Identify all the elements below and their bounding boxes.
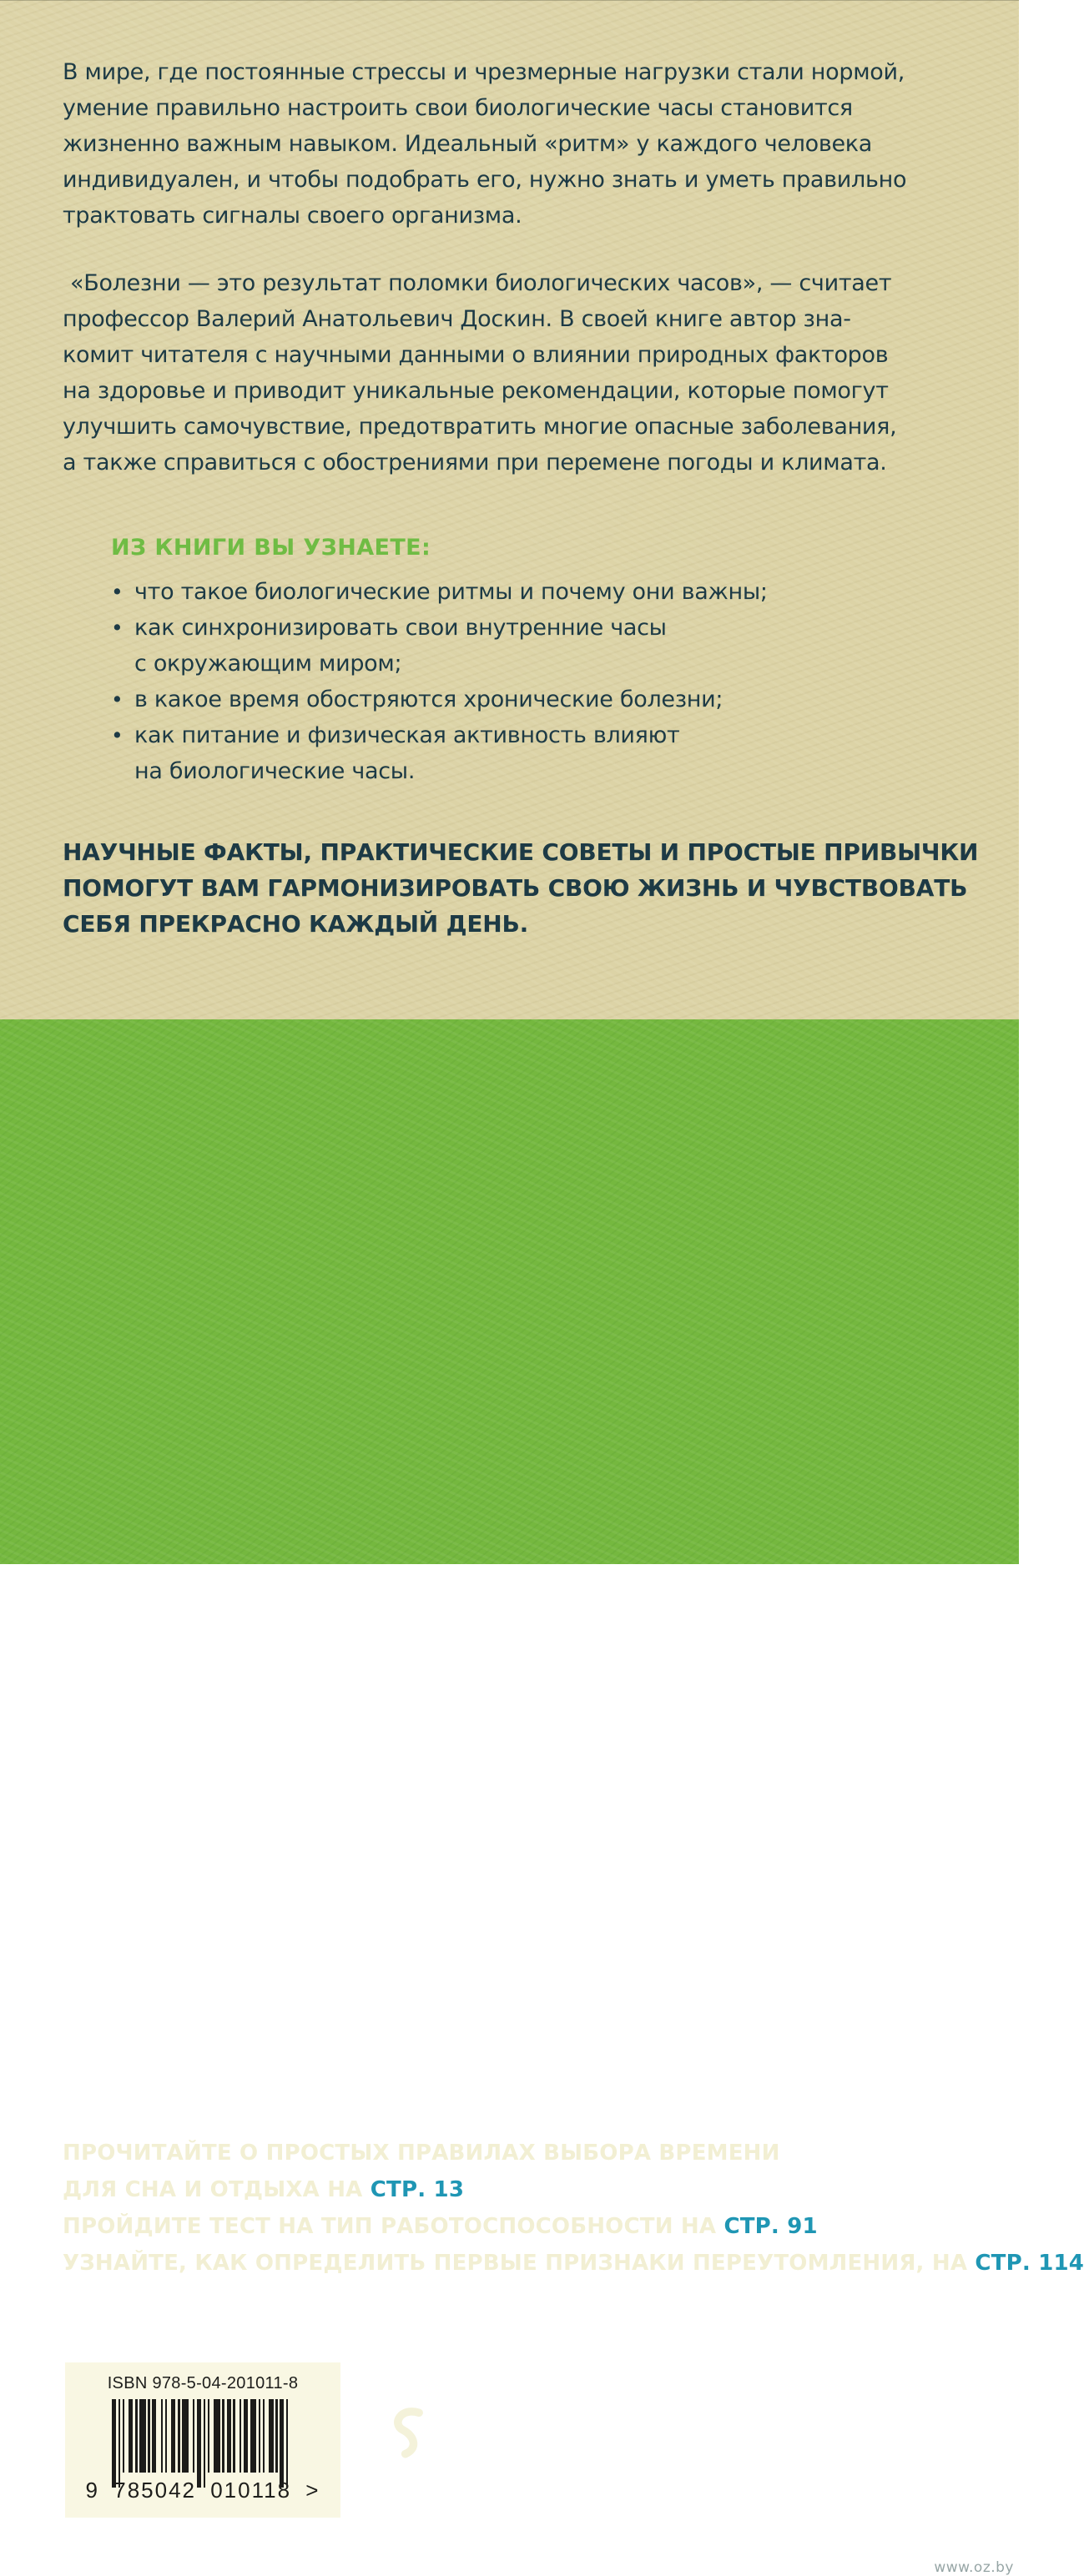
quote-paragraph [63, 265, 989, 480]
banner-line [63, 2135, 1084, 2171]
barcode-digits: 9 785042 010118 > [85, 2478, 320, 2503]
text-line: профессор Валерий Анатольевич Доскин. В своей книге автор зна- [63, 306, 851, 332]
barcode-bar [182, 2399, 189, 2473]
bullet-icon: • [111, 723, 124, 747]
banner-text: ПРОЧИТАЙТЕ О ПРОСТЫХ ПРАВИЛАХ ВЫБОРА ВРЕМЕНИ [63, 2141, 780, 2166]
text-line: жизненно важным навыком. Идеальный «ритм» у каждого человека [63, 131, 873, 157]
barcode-bar [259, 2399, 261, 2473]
barcode-bar [222, 2399, 224, 2473]
barcode-bar [204, 2399, 206, 2488]
barcode-bar [135, 2399, 138, 2473]
list-item [111, 717, 768, 789]
barcode-bar [239, 2399, 242, 2473]
banner-text: УЗНАЙТЕ, КАК ОПРЕДЕЛИТЬ ПЕРВЫЕ ПРИЗНАКИ ПЕРЕУТОМЛЕНИЯ, НА [63, 2251, 976, 2276]
barcode-bar [139, 2399, 146, 2473]
barcode-icon [112, 2399, 295, 2473]
text-line: улучшить самочувствие, предотвратить многие опасные заболевания, [63, 414, 897, 440]
list-item-text [134, 682, 723, 717]
text-line: ПОМОГУТ ВАМ ГАРМОНИЗИРОВАТЬ СВОЮ ЖИЗНЬ И ЧУВСТВОВАТЬ [63, 874, 968, 902]
text-line: а также справиться с обострениями при перемене погоды и климата. [63, 450, 887, 475]
text-line: как питание и физическая активность влияют [134, 722, 680, 748]
text-line: в какое время обостряются хронические болезни; [134, 687, 724, 712]
highlight-paragraph [63, 834, 978, 942]
barcode-bar [269, 2399, 273, 2473]
barcode-bar [148, 2399, 150, 2473]
text-line: как синхронизировать свои внутренние часы [134, 615, 667, 641]
page-references [63, 2135, 1084, 2282]
list-item [111, 682, 768, 717]
paper-section [0, 0, 1019, 1019]
barcode-bar [129, 2399, 133, 2473]
banner-line [63, 2245, 1084, 2282]
page-ref: СТР. 13 [370, 2177, 465, 2202]
text-line: с окружающим миром; [134, 651, 402, 677]
isbn-number: ISBN 978-5-04-201011-8 [107, 2374, 299, 2392]
intro-paragraph [63, 54, 989, 234]
text-line: на здоровье и приводит уникальные рекомендации, которые помогут [63, 378, 889, 404]
barcode-bar [178, 2399, 180, 2473]
text-line: что такое биологические ритмы и почему они важны; [134, 579, 768, 605]
barcode-bar [118, 2399, 121, 2488]
barcode-bar [275, 2399, 278, 2473]
text-line: В мире, где постоянные стрессы и чрезмерные нагрузки стали нормой, [63, 59, 905, 85]
barcode-bar [171, 2399, 175, 2473]
barcode-bar [263, 2399, 265, 2473]
barcode-bar [123, 2399, 125, 2473]
isbn-barcode-label [65, 2362, 340, 2518]
list-item-text [134, 717, 679, 789]
barcode-bar [286, 2399, 289, 2488]
page-ref: СТР. 114 [975, 2251, 1084, 2276]
text-line: умение правильно настроить свои биологические часы становится [63, 95, 853, 121]
barcode-bar [250, 2399, 257, 2473]
bullet-icon: • [111, 616, 124, 640]
barcode-bar [112, 2399, 116, 2488]
text-line: НАУЧНЫЕ ФАКТЫ, ПРАКТИЧЕСКИЕ СОВЕТЫ И ПРОСТЫЕ ПРИВЫЧКИ [63, 838, 979, 866]
text-line: на биологические часы. [134, 758, 416, 784]
barcode-bar [165, 2399, 168, 2473]
list-item [111, 574, 768, 610]
barcode-bar [280, 2399, 284, 2488]
text-line: комит читателя с научными данными о влиянии природных факторов [63, 342, 889, 368]
barcode-bar [152, 2399, 156, 2473]
eksmo-publisher-logo-icon [387, 2404, 431, 2468]
text-line: «Болезни — это результат поломки биологических часов», — считает [70, 270, 892, 296]
list-item-text [134, 574, 768, 610]
barcode-bar [197, 2399, 201, 2488]
list-item-text [134, 610, 667, 682]
text-line: СЕБЯ ПРЕКРАСНО КАЖДЫЙ ДЕНЬ. [63, 910, 529, 938]
barcode-bar [193, 2399, 195, 2473]
banner-text: ДЛЯ СНА И ОТДЫХА НА [63, 2177, 371, 2202]
barcode-bar [161, 2399, 164, 2473]
text-line: трактовать сигналы своего организма. [63, 203, 522, 229]
barcode-bar [227, 2399, 231, 2473]
bullet-icon: • [111, 687, 124, 712]
banner-line [63, 2208, 1084, 2245]
watermark: www.oz.by [934, 2559, 1014, 2576]
bullet-icon: • [111, 580, 124, 604]
green-banner-section [0, 1019, 1084, 2576]
page-ref: СТР. 91 [724, 2214, 818, 2239]
barcode-bar [214, 2399, 220, 2473]
barcode-bar [208, 2399, 210, 2473]
bullet-list [111, 574, 768, 789]
text-line: индивидуален, и чтобы подобрать его, нужно знать и уметь правильно [63, 167, 907, 193]
list-item [111, 610, 768, 682]
list-heading: ИЗ КНИГИ ВЫ УЗНАЕТЕ: [111, 535, 431, 561]
barcode-bar [233, 2399, 235, 2473]
banner-line [63, 2171, 1084, 2208]
banner-text: ПРОЙДИТЕ ТЕСТ НА ТИП РАБОТОСПОСОБНОСТИ НА [63, 2214, 724, 2239]
barcode-bar [244, 2399, 248, 2473]
